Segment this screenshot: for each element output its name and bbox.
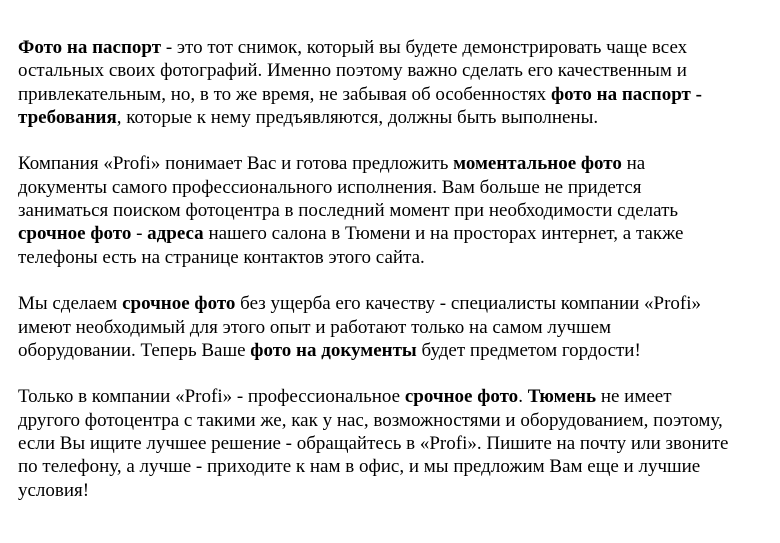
text-line: телефоны есть на странице контактов этого сайта.: [18, 246, 425, 268]
text-line: Мы сделаем срочное фото без ущерба его качеству - специалисты компании «Profi»: [18, 293, 702, 315]
text-line: если Вы ищите лучшее решение - обращайтесь в «Profi». Пишите на почту или звоните: [18, 433, 729, 455]
paragraph-2: [18, 152, 766, 268]
text-line: Компания «Profi» понимает Вас и готова предложить моментальное фото на: [18, 153, 646, 175]
text-line: документы самого профессионального исполнения. Вам больше не придется: [18, 176, 642, 198]
text-line: остальных своих фотографий. Именно поэтому важно сделать его качественным и: [18, 60, 687, 82]
paragraph-4: [18, 385, 766, 501]
text-line: другого фотоцентра с такими же, как у нас, возможностями и оборудованием, поэтому,: [18, 409, 723, 431]
paragraph-1: [18, 36, 766, 129]
text-line: требования, которые к нему предъявляются, должны быть выполнены.: [18, 106, 599, 128]
text-line: заниматься поиском фотоцентра в последний момент при необходимости сделать: [18, 200, 679, 222]
text-line: имеют необходимый для этого опыт и работают только на самом лучшем: [18, 316, 612, 338]
text-line: срочное фото - адреса нашего салона в Тюмени и на просторах интернет, а также: [18, 223, 684, 245]
text-line: по телефону, а лучше - приходите к нам в офис, и мы предложим Вам еще и лучшие: [18, 456, 701, 478]
paragraph-3: [18, 292, 766, 362]
text-line: условия!: [18, 479, 90, 501]
text-line: оборудовании. Теперь Ваше фото на документы будет предметом гордости!: [18, 339, 641, 361]
text-line: Только в компании «Profi» - профессиональное срочное фото. Тюмень не имеет: [18, 386, 672, 408]
text-line: Фото на паспорт - это тот снимок, который вы будете демонстрировать чаще всех: [18, 37, 688, 58]
text-line: привлекательным, но, в то же время, не забывая об особенностях фото на паспорт -: [18, 83, 702, 105]
